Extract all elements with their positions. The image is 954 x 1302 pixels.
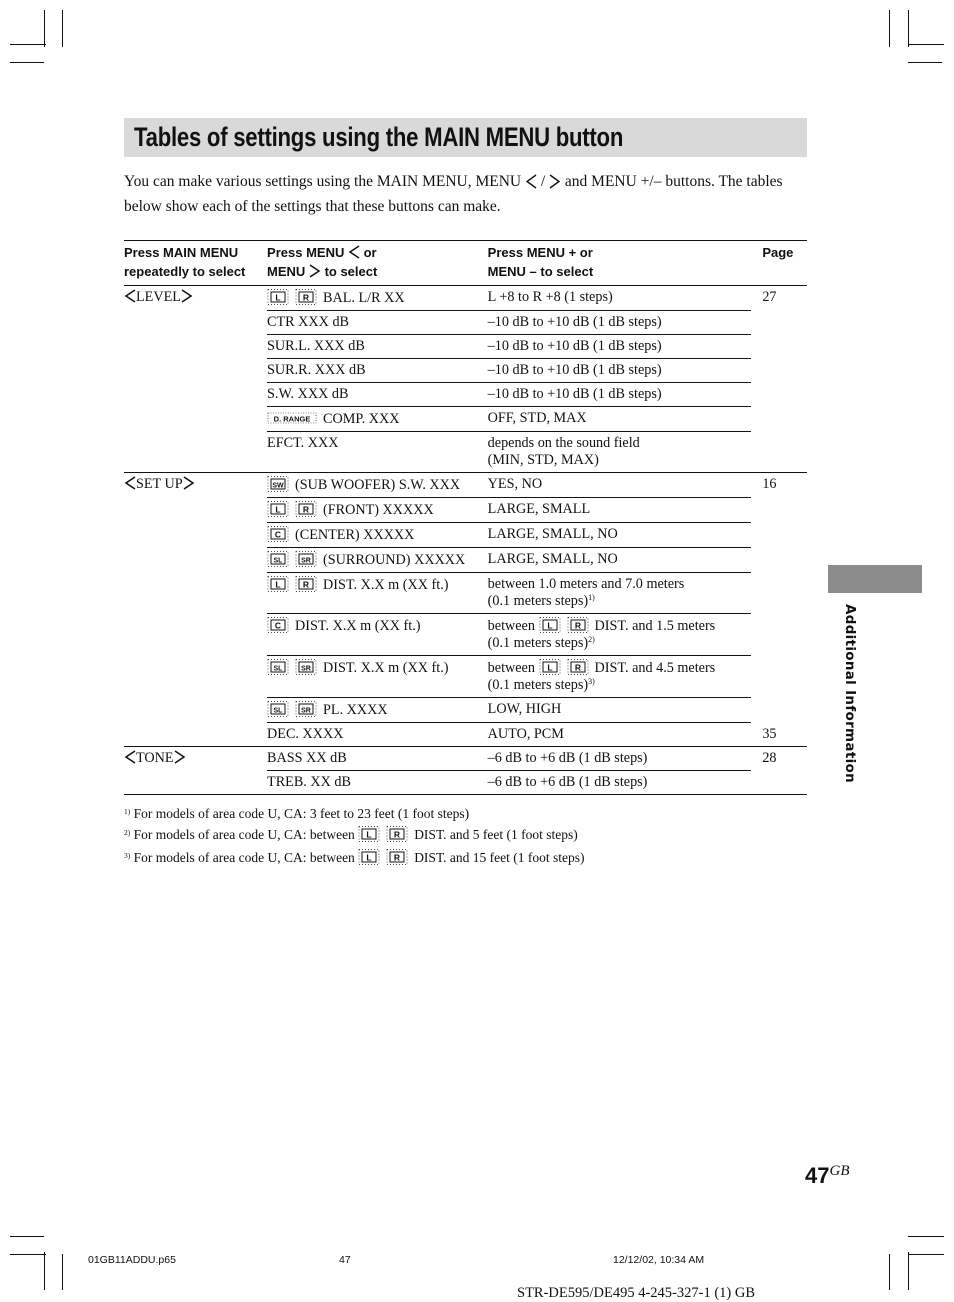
value-cell: –10 dB to +10 dB (1 dB steps) <box>488 311 752 335</box>
value-cell: LARGE, SMALL <box>488 498 752 523</box>
print-page: 47 <box>339 1254 351 1266</box>
setting-cell: L R (FRONT) XXXXX <box>267 498 488 523</box>
table-row <box>124 407 807 432</box>
value-cell: –6 dB to +6 dB (1 dB steps) <box>488 771 752 795</box>
header-main-menu: Press MAIN MENU repeatedly to select <box>124 241 267 286</box>
setting-cell: SL SR (SURROUND) XXXXX <box>267 548 488 573</box>
table-row <box>124 771 807 795</box>
setting-cell: EFCT. XXX <box>267 432 488 473</box>
surround-left-speaker-icon <box>267 659 289 675</box>
table-row <box>124 698 807 723</box>
value-cell: –10 dB to +10 dB (1 dB steps) <box>488 383 752 407</box>
group-set-up: SET UP <box>124 473 267 498</box>
svg-text:R: R <box>574 620 581 631</box>
value-cell: between L R DIST. and 1.5 meters (0.1 meters steps)$^{2)}$ <box>488 614 752 656</box>
surround-left-speaker-icon <box>267 551 289 567</box>
table-row <box>124 311 807 335</box>
front-left-speaker-icon <box>539 659 561 675</box>
svg-text:R: R <box>574 662 581 673</box>
table-row <box>124 359 807 383</box>
arrow-left-icon <box>525 174 537 196</box>
value-cell: OFF, STD, MAX <box>488 407 752 432</box>
subwoofer-speaker-icon <box>267 476 289 492</box>
table-row <box>124 523 807 548</box>
svg-text:R: R <box>394 829 401 840</box>
print-timestamp: 12/12/02, 10:34 AM <box>613 1254 705 1266</box>
svg-text:SR: SR <box>301 665 311 673</box>
footnote-mark: 2) <box>588 635 595 644</box>
page-cell: 28 <box>751 747 807 771</box>
header-menu-plus-minus: Press MENU + or MENU – to select <box>488 241 752 286</box>
crop-mark <box>62 10 63 47</box>
crop-mark <box>908 62 942 63</box>
table-row <box>124 473 807 498</box>
svg-text:SL: SL <box>273 665 283 673</box>
surround-left-speaker-icon <box>267 701 289 717</box>
table-row <box>124 286 807 311</box>
svg-text:C: C <box>274 529 282 540</box>
front-right-speaker-icon <box>386 849 408 865</box>
front-left-speaker-icon <box>539 617 561 633</box>
svg-text:SW: SW <box>272 482 284 490</box>
svg-text:C: C <box>274 620 282 631</box>
table-row <box>124 498 807 523</box>
crop-mark <box>44 10 45 47</box>
svg-text:D. RANGE: D. RANGE <box>273 414 311 424</box>
setting-cell: DEC. XXXX <box>267 723 488 747</box>
svg-text:R: R <box>302 292 310 303</box>
intro-paragraph <box>124 171 814 218</box>
arrow-right-icon <box>174 750 186 764</box>
intro-text: and MENU +/– buttons. The tables below show each of the settings that these buttons can make. <box>124 173 783 215</box>
setting-cell: TREB. XX dB <box>267 771 488 795</box>
header-menu-arrows: Press MENU or MENU to select <box>267 241 488 286</box>
footnote: $^{3)}$ For models of area code U, CA: between L R DIST. and 15 feet (1 foot steps) <box>124 850 585 865</box>
svg-text:L: L <box>275 504 281 515</box>
center-speaker-icon <box>267 526 289 542</box>
table-row <box>124 573 807 614</box>
table-row <box>124 723 807 747</box>
value-cell: LARGE, SMALL, NO <box>488 548 752 573</box>
group-tone: TONE <box>124 747 267 771</box>
svg-text:SR: SR <box>301 707 311 715</box>
model-number: STR-DE595/DE495 4-245-327-1 (1) GB <box>517 1285 756 1301</box>
crop-mark <box>10 62 44 63</box>
svg-text:R: R <box>302 504 310 515</box>
footnote: $^{2)}$ For models of area code U, CA: between L R DIST. and 5 feet (1 foot steps) <box>124 827 578 842</box>
table-row <box>124 383 807 407</box>
svg-text:SL: SL <box>273 557 283 565</box>
value-cell: LARGE, SMALL, NO <box>488 523 752 548</box>
arrow-right-icon <box>181 289 193 303</box>
front-right-speaker-icon <box>567 659 589 675</box>
front-right-speaker-icon <box>295 501 317 517</box>
section-tab-label: Additional Information <box>842 604 858 783</box>
print-file-name: 01GB11ADDU.p65 <box>88 1254 176 1266</box>
front-left-speaker-icon <box>358 849 380 865</box>
crop-mark <box>10 1236 44 1237</box>
page-number: $47^{GB}$ <box>805 1163 850 1188</box>
page-cell: 35 <box>762 725 777 742</box>
table-row <box>124 747 807 771</box>
setting-cell: S.W. XXX dB <box>267 383 488 407</box>
arrow-right-icon <box>183 476 195 490</box>
arrow-left-icon <box>348 245 360 259</box>
crop-mark <box>44 1252 45 1290</box>
table-row <box>124 335 807 359</box>
setting-cell: SW (SUB WOOFER) S.W. XXX <box>267 473 488 498</box>
d-range-indicator-icon <box>267 410 317 426</box>
svg-text:R: R <box>302 579 310 590</box>
page-title: Tables of settings using the MAIN MENU button <box>134 122 624 152</box>
setting-cell: C (CENTER) XXXXX <box>267 523 488 548</box>
value-cell: –6 dB to +6 dB (1 dB steps) <box>488 747 752 771</box>
crop-mark <box>62 1254 63 1290</box>
group-level: LEVEL <box>124 286 267 311</box>
table-row <box>124 432 807 473</box>
crop-mark <box>908 1252 909 1290</box>
arrow-left-icon <box>124 476 136 490</box>
settings-table <box>124 240 807 795</box>
arrow-right-icon <box>309 264 321 278</box>
front-left-speaker-icon <box>267 289 289 305</box>
value-cell: –10 dB to +10 dB (1 dB steps) <box>488 335 752 359</box>
footnote-mark: 1) <box>588 593 595 602</box>
crop-mark <box>889 10 890 47</box>
front-left-speaker-icon <box>267 576 289 592</box>
center-speaker-icon <box>267 617 289 633</box>
svg-text:SL: SL <box>273 707 283 715</box>
intro-text: / <box>540 173 546 190</box>
setting-cell: L R DIST. X.X m (XX ft.) <box>267 573 488 614</box>
crop-mark <box>10 44 46 45</box>
front-right-speaker-icon <box>295 576 317 592</box>
setting-cell: C DIST. X.X m (XX ft.) <box>267 614 488 656</box>
setting-cell: L R BAL. L/R XX <box>267 286 488 311</box>
front-right-speaker-icon <box>295 289 317 305</box>
setting-cell: CTR XXX dB <box>267 311 488 335</box>
crop-mark <box>889 1254 890 1290</box>
value-cell: between L R DIST. and 4.5 meters (0.1 meters steps)$^{3)}$ <box>488 656 752 698</box>
crop-mark <box>10 1254 46 1255</box>
svg-text:L: L <box>366 829 372 840</box>
surround-right-speaker-icon <box>295 701 317 717</box>
table-row <box>124 548 807 573</box>
crop-mark <box>908 44 944 45</box>
section-tab-marker <box>828 565 922 593</box>
setting-cell: SUR.R. XXX dB <box>267 359 488 383</box>
setting-cell: SL SR PL. XXXX <box>267 698 488 723</box>
footnote-mark: 3) <box>588 677 595 686</box>
setting-cell: SUR.L. XXX dB <box>267 335 488 359</box>
surround-right-speaker-icon <box>295 659 317 675</box>
page-cell: 16 <box>751 473 807 498</box>
page-cell: 27 <box>751 286 807 311</box>
svg-text:L: L <box>275 292 281 303</box>
table-row <box>124 614 807 656</box>
svg-text:SR: SR <box>301 557 311 565</box>
value-cell: AUTO, PCM <box>488 723 752 747</box>
svg-text:L: L <box>546 620 553 631</box>
table-row <box>124 656 807 698</box>
arrow-left-icon <box>124 750 136 764</box>
setting-cell: BASS XX dB <box>267 747 488 771</box>
value-cell: YES, NO <box>488 473 752 498</box>
front-left-speaker-icon <box>358 826 380 842</box>
front-right-speaker-icon <box>386 826 408 842</box>
arrow-left-icon <box>124 289 136 303</box>
table-header-row <box>124 241 807 286</box>
value-cell: between 1.0 meters and 7.0 meters (0.1 meters steps)$^{1)}$ <box>488 573 752 614</box>
value-cell: depends on the sound field (MIN, STD, MAX) <box>488 432 752 473</box>
setting-cell: SL SR DIST. X.X m (XX ft.) <box>267 656 488 698</box>
front-right-speaker-icon <box>567 617 589 633</box>
svg-text:L: L <box>546 662 553 673</box>
intro-text: You can make various settings using the MAIN MENU, MENU <box>124 173 522 190</box>
crop-mark <box>908 1254 944 1255</box>
value-cell: –10 dB to +10 dB (1 dB steps) <box>488 359 752 383</box>
header-page: Page <box>751 241 807 286</box>
front-left-speaker-icon <box>267 501 289 517</box>
footnote: $^{1)}$ For models of area code U, CA: 3 feet to 23 feet (1 foot steps) <box>124 806 470 821</box>
arrow-right-icon <box>549 174 561 196</box>
crop-mark <box>908 10 909 47</box>
crop-mark <box>908 1236 944 1237</box>
value-cell: LOW, HIGH <box>488 698 752 723</box>
svg-text:R: R <box>394 852 401 863</box>
setting-cell: D. RANGE COMP. XXX <box>267 407 488 432</box>
svg-text:L: L <box>366 852 372 863</box>
value-cell: L +8 to R +8 (1 steps) <box>488 286 752 311</box>
surround-right-speaker-icon <box>295 551 317 567</box>
svg-text:L: L <box>275 579 281 590</box>
